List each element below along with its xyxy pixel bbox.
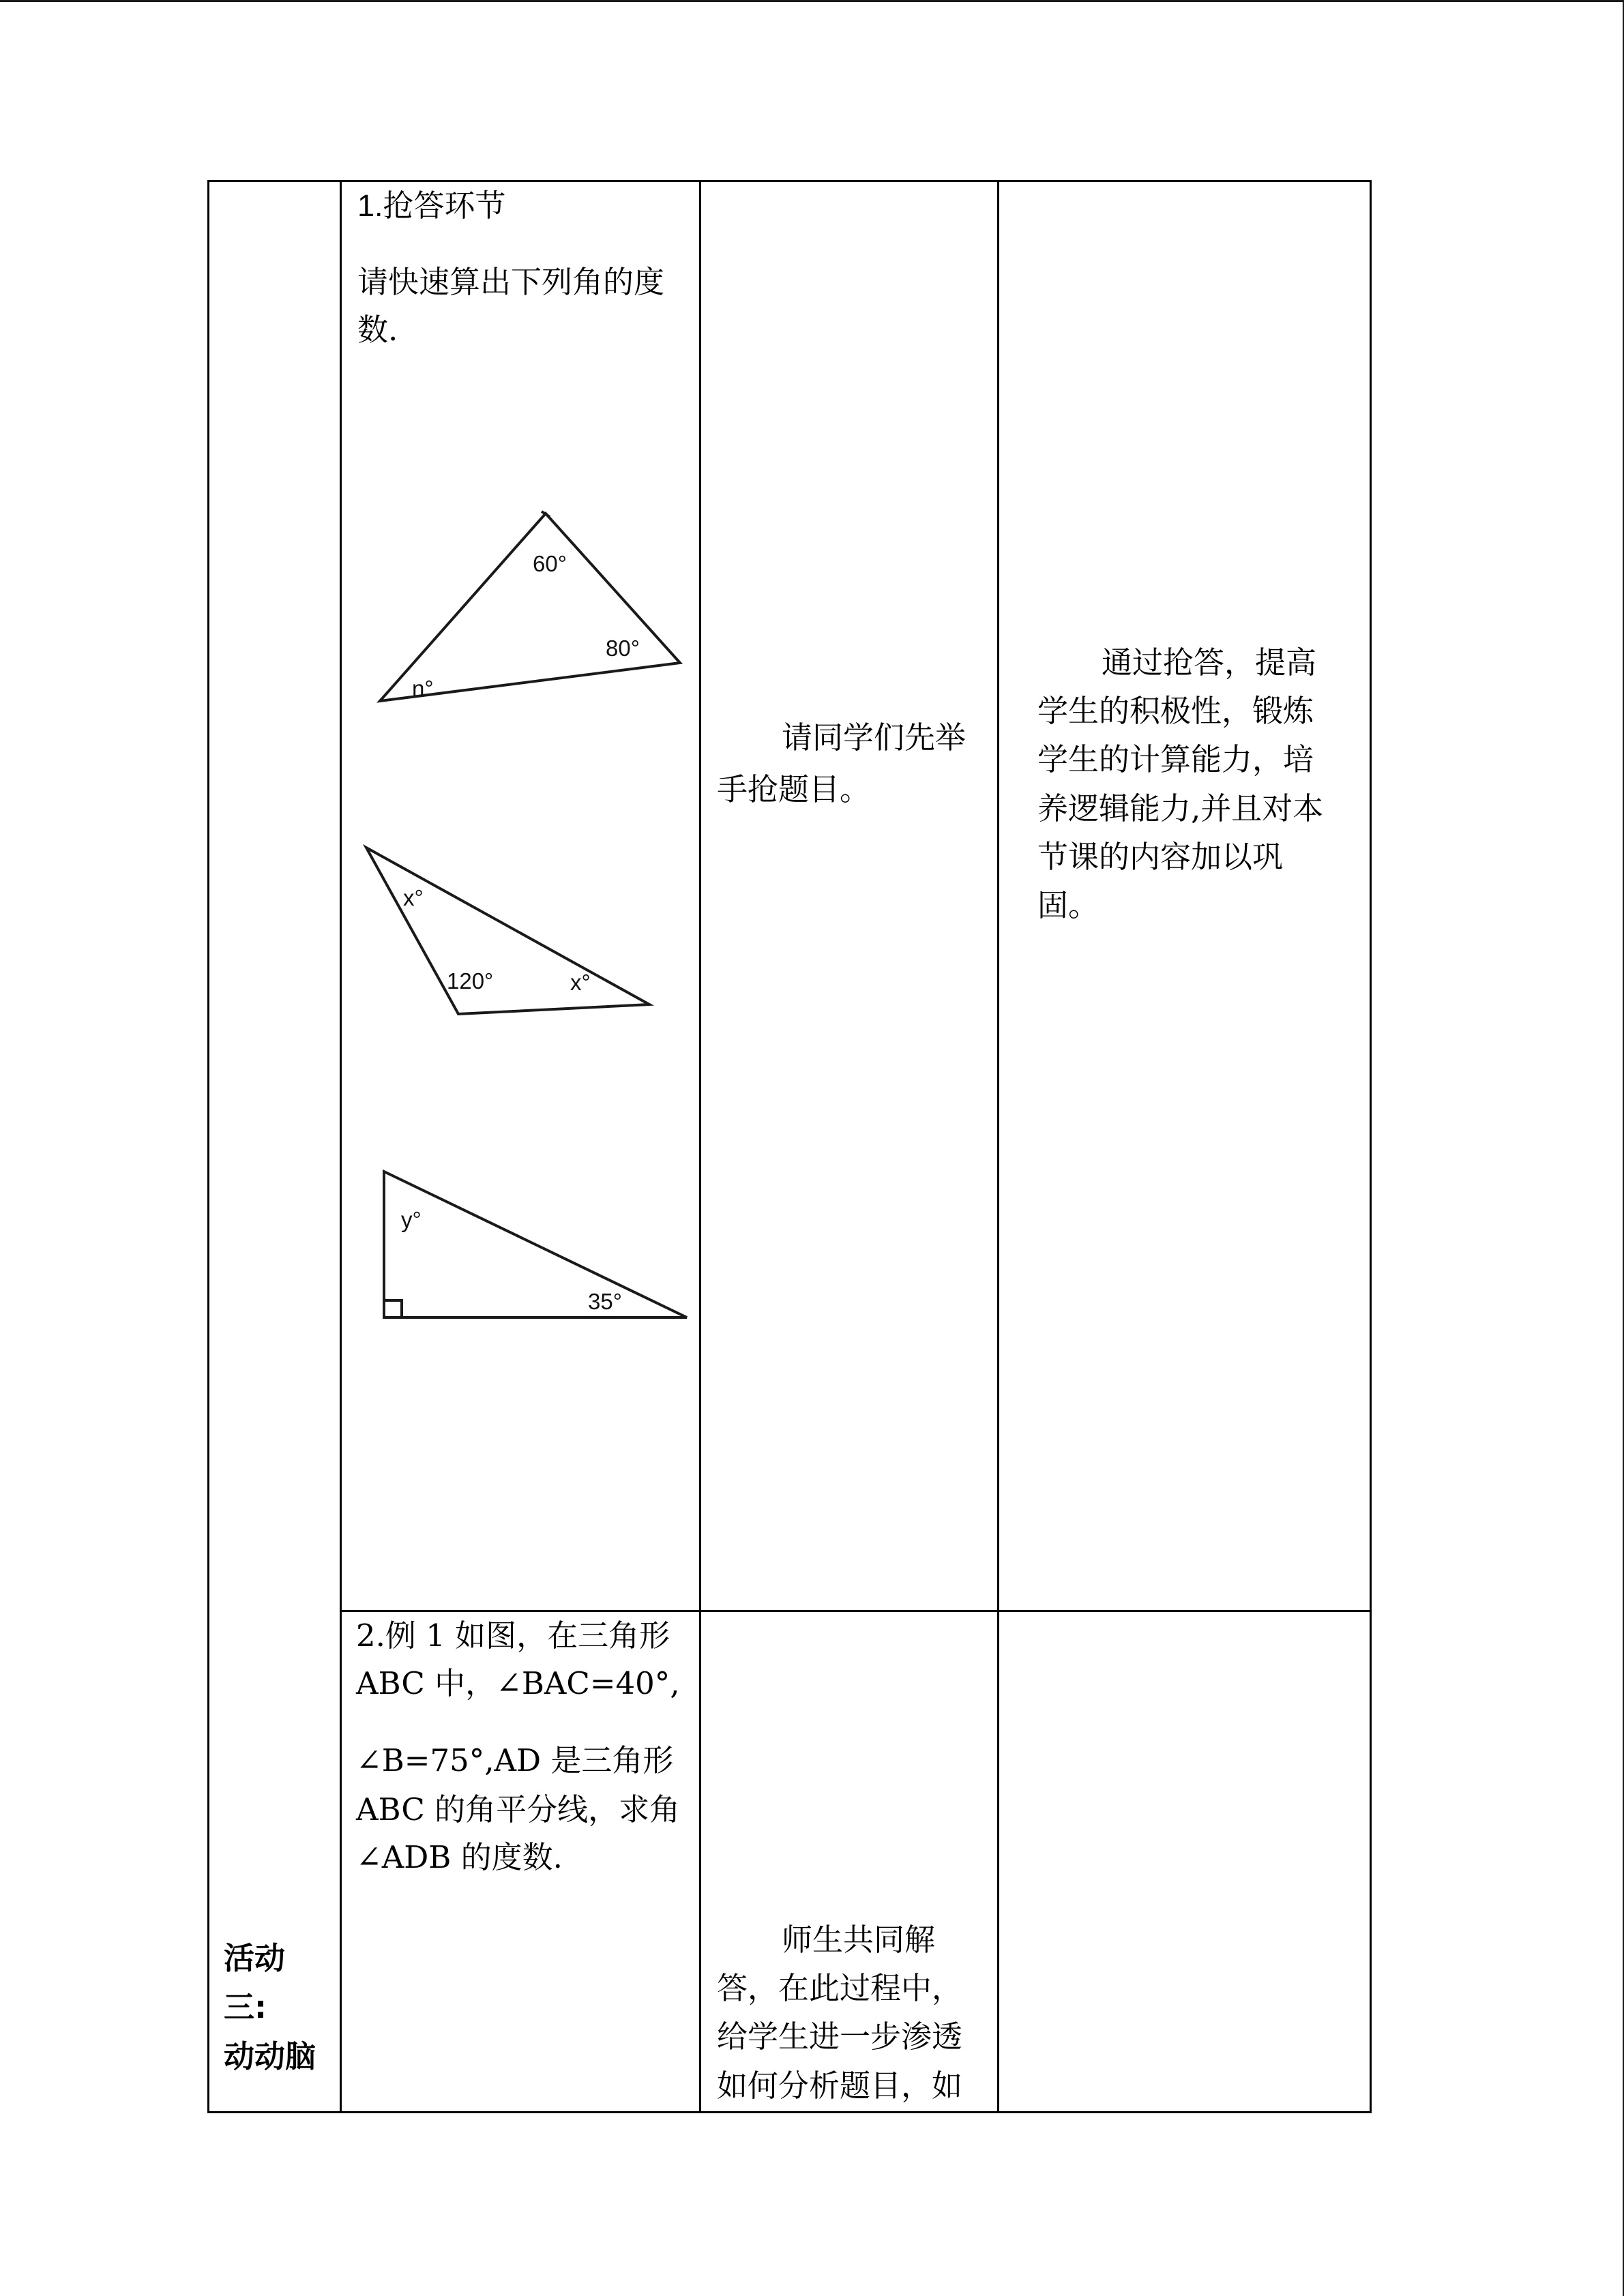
- triangle-3-angle-top: y°: [401, 1207, 422, 1232]
- section-label-line-2: 三:: [224, 1989, 267, 2025]
- prompt-line-1: 请快速算出下列角的度: [357, 264, 665, 300]
- example-line-3: ∠B=75°,AD 是三角形: [356, 1742, 674, 1778]
- triangle-1-angle-top: 60°: [533, 551, 567, 576]
- section-title-text: 1.抢答环节: [357, 188, 506, 223]
- activity2-line-3: 给学生进一步渗透: [717, 2018, 963, 2055]
- triangle-2-angle-right: x°: [570, 970, 591, 995]
- intent-line-4: 养逻辑能力,并且对本: [1037, 790, 1324, 826]
- right-angle-marker: [385, 1300, 402, 1316]
- intent-line-1: 通过抢答，提高: [1102, 644, 1317, 681]
- activity2-line-4: 如何分析题目，如: [717, 2068, 963, 2104]
- triangle-1-angle-left: n°: [412, 676, 434, 701]
- activity-line-1: 请同学们先举: [782, 719, 966, 756]
- triangle-3-shape: [384, 1172, 687, 1317]
- triangle-2-angle-bottom: 120°: [447, 968, 494, 994]
- activity-line-2: 手抢题目。: [717, 771, 871, 807]
- activity2-line-1: 师生共同解: [782, 1922, 936, 1958]
- example-line-1: 2.例 1 如图，在三角形: [356, 1617, 670, 1654]
- prompt-line-2: 数.: [357, 312, 398, 348]
- section-label-line-1: 活动: [224, 1940, 286, 1976]
- intent-line-5: 节课的内容加以巩: [1037, 839, 1284, 875]
- activity2-line-2: 答，在此过程中，: [717, 1970, 963, 2006]
- intent-line-6: 固。: [1037, 887, 1099, 923]
- triangle-2-angle-top: x°: [403, 885, 424, 910]
- intent-line-3: 学生的计算能力，培: [1037, 741, 1314, 777]
- example-line-4: ABC 的角平分线，求角: [356, 1791, 681, 1828]
- intent-line-2: 学生的积极性，锻炼: [1037, 693, 1314, 729]
- triangle-1-angle-right: 80°: [606, 636, 640, 661]
- triangle-3-angle-right: 35°: [588, 1289, 622, 1314]
- example-line-5: ∠ADB 的度数.: [356, 1839, 563, 1875]
- section-label-line-3: 动动脑: [224, 2038, 316, 2074]
- example-line-2: ABC 中，∠BAC=40°,: [356, 1665, 680, 1701]
